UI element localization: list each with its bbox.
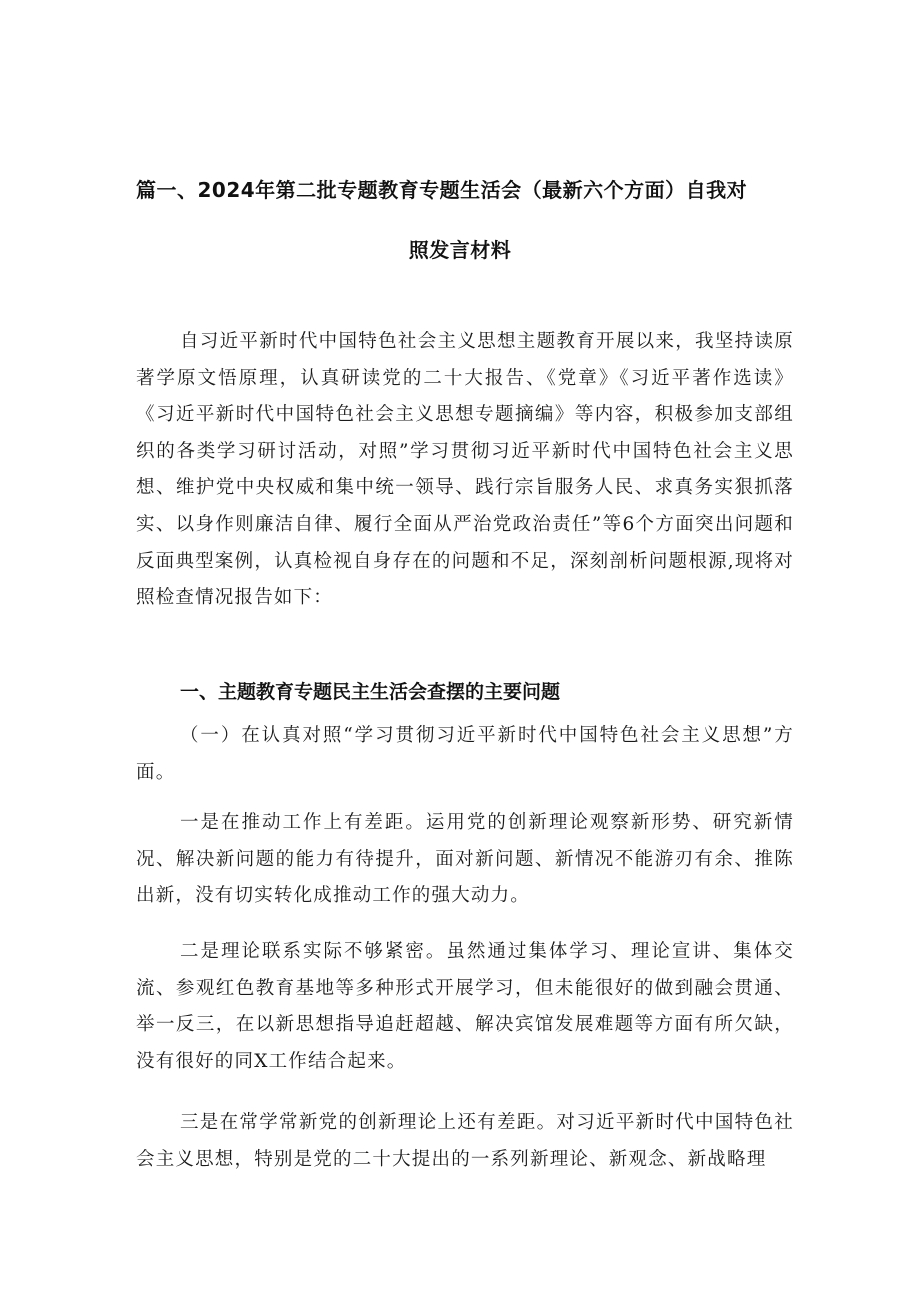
document-title-line-1: 篇一、2024年第二批专题教育专题生活会（最新六个方面）自我对 (136, 178, 748, 202)
body-paragraph-2: 二是理论联系实际不够紧密。虽然通过集体学习、理论宣讲、集体交流、参观红色教育基地等多种形式开展学习，但未能很好的做到融会贯通、举一反三，在以新思想指导追赶超越、解决宾馆发展难题等方面有所欠缺，没有很好的同X工作结合起来。 (136, 941, 794, 1072)
intro-paragraph: 自习近平新时代中国特色社会主义思想主题教育开展以来，我坚持读原著学原文悟原理，认真研读党的二十大报告、《党章》《习近平著作选读》《习近平新时代中国特色社会主义思想专题摘编》等内容，积极参加支部组织的各类学习研讨活动，对照”学习贯彻习近平新时代中国特色社会主义思想、维护党中央权威和集中统一领导、践行宗旨服务人民、求真务实狠抓落实、以身作则廉洁自律、履行全面从严治党政治责任”等6个方面突出问题和反面典型案例，认真检视自身存在的问题和不足，深刻剖析问题根源,现将对照检查情况报告如下： (136, 331, 794, 609)
section-heading: 一、主题教育专题民主生活会查摆的主要问题 (180, 681, 561, 703)
body-paragraph-3: 三是在常学常新党的创新理论上还有差距。对习近平新时代中国特色社会主义思想，特别是党的二十大提出的一系列新理论、新观念、新战略理 (136, 1112, 794, 1170)
subsection-heading: （一）在认真对照“学习贯彻习近平新时代中国特色社会主义思想”方面。 (136, 725, 794, 783)
body-paragraph-1: 一是在推动工作上有差距。运用党的创新理论观察新形势、研究新情况、解决新问题的能力有待提升，面对新问题、新情况不能游刃有余、推陈出新，没有切实转化成推动工作的强大动力。 (136, 812, 794, 907)
document-title-line-2: 照发言材料 (408, 238, 512, 262)
